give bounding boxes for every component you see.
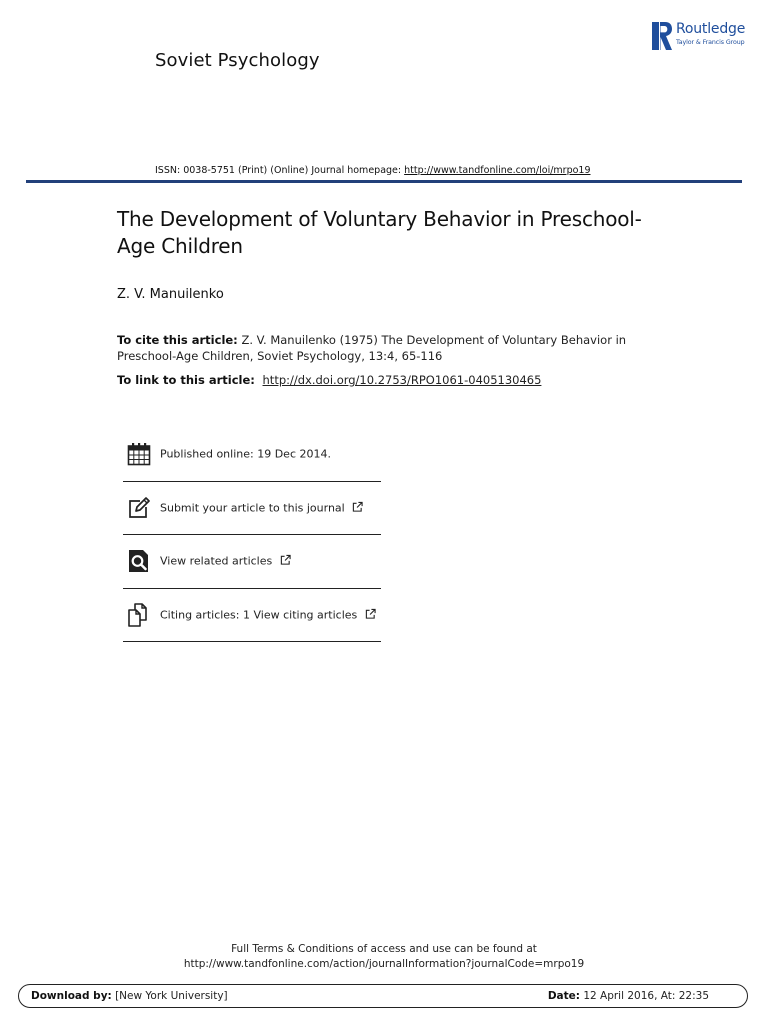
download-date	[548, 990, 709, 1002]
article-link-block	[117, 373, 541, 387]
article-info-list	[123, 428, 381, 642]
date-value: 12 April 2016, At: 22:35	[583, 990, 709, 1002]
related-articles-link[interactable]	[160, 555, 291, 568]
edit-icon	[127, 496, 151, 520]
external-link-icon	[280, 555, 291, 566]
related-articles-row[interactable]	[123, 535, 381, 589]
issn-line	[155, 165, 591, 176]
submit-article-label: Submit your article to this journal	[160, 501, 345, 515]
citation-text: Z. V. Manuilenko (1975) The Development of Voluntary Behavior in Preschool-Age Children, Soviet Psychology, 13:4, 65-116	[117, 333, 627, 363]
citing-articles-label: Citing articles: 1 View citing articles	[160, 608, 358, 622]
date-label: Date:	[547, 990, 580, 1002]
published-online-text: Published online: 19 Dec 2014.	[160, 447, 331, 461]
citing-articles-link[interactable]	[160, 608, 376, 621]
download-info	[31, 990, 228, 1002]
published-online-row	[123, 428, 381, 482]
article-title: The Development of Voluntary Behavior in Preschool-Age Children	[117, 207, 642, 258]
search-document-icon	[127, 549, 151, 573]
external-link-icon	[352, 501, 363, 512]
publisher-name: Routledge	[676, 21, 746, 37]
publisher-logo[interactable]	[652, 20, 752, 52]
doi-link[interactable]: http://dx.doi.org/10.2753/RPO1061-0405130465	[262, 373, 542, 387]
download-footer	[18, 984, 748, 1008]
terms-notice	[0, 942, 768, 972]
citing-articles-row[interactable]	[123, 589, 381, 643]
journal-homepage-link[interactable]: http://www.tandfonline.com/loi/mrpo19	[404, 165, 591, 176]
terms-line-1: Full Terms & Conditions of access and use can be found at	[231, 943, 537, 955]
publisher-group: Taylor & Francis Group	[676, 39, 745, 46]
download-label: Download by:	[31, 990, 112, 1002]
submit-article-link[interactable]	[160, 501, 363, 514]
external-link-icon	[365, 608, 376, 619]
article-author: Z. V. Manuilenko	[117, 287, 224, 302]
journal-title: Soviet Psychology	[155, 50, 320, 71]
issn-text: ISSN: 0038-5751 (Print) (Online) Journal homepage:	[155, 165, 402, 176]
citation-block	[117, 333, 677, 364]
calendar-icon	[127, 442, 151, 466]
citing-documents-icon	[127, 603, 151, 627]
submit-article-row[interactable]	[123, 482, 381, 536]
article-link-label: To link to this article:	[117, 373, 255, 387]
citation-label: To cite this article:	[117, 333, 238, 347]
routledge-r-logo-icon	[652, 22, 672, 50]
related-articles-label: View related articles	[160, 554, 273, 568]
download-value: [New York University]	[115, 990, 228, 1002]
terms-url[interactable]: http://www.tandfonline.com/action/journalInformation?journalCode=mrpo19	[183, 958, 585, 970]
header-divider	[26, 180, 742, 183]
